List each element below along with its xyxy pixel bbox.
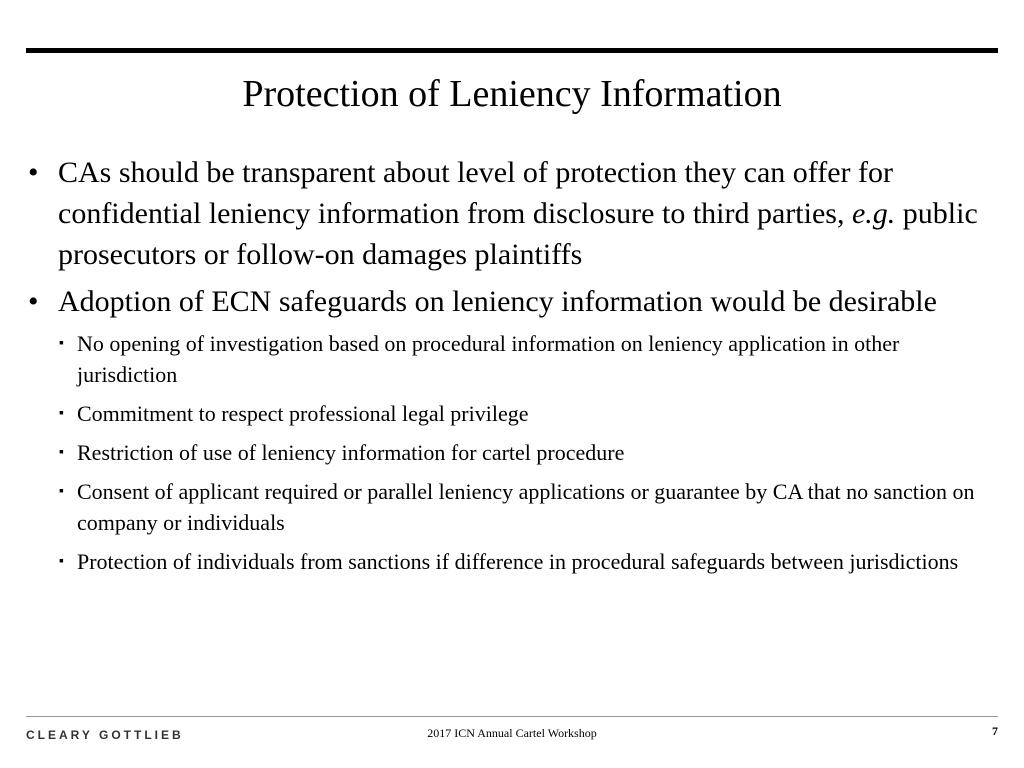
sub-bullet-item (26, 437, 1001, 468)
sub-bullet-item (26, 398, 1001, 429)
bullet-text: CAs should be transparent about level of protection they can offer for confidential leniency information from disclosure to third parties, e.g. public prosecutors or follow-on damages plaintiffs (58, 156, 978, 271)
sub-bullet-text: Consent of applicant required or parallel leniency applications or guarantee by CA that no sanction on company or individuals (77, 479, 975, 535)
square-bullet-icon: ▪ (59, 336, 64, 351)
sub-bullet-item (26, 328, 1001, 390)
bullet-icon: • (28, 156, 39, 189)
sub-bullet-text: Commitment to respect professional legal privilege (77, 401, 529, 426)
sub-bullet-text: No opening of investigation based on procedural information on leniency application in other jurisdiction (77, 331, 900, 387)
page-number: 7 (992, 724, 998, 738)
bullet-text: Adoption of ECN safeguards on leniency information would be desirable (58, 285, 937, 318)
bullet-icon: • (28, 285, 39, 318)
company-logo: CLEARY GOTTLIEB (26, 728, 184, 742)
sub-bullet-list (26, 328, 1001, 577)
sub-bullet-text: Restriction of use of leniency information for cartel procedure (77, 440, 625, 465)
bullet-list (26, 152, 1001, 585)
square-bullet-icon: ▪ (59, 554, 64, 569)
sub-bullet-text: Protection of individuals from sanctions if difference in procedural safeguards between jurisdictions (77, 549, 959, 574)
sub-bullet-item (26, 546, 1001, 577)
top-rule (26, 48, 998, 53)
slide-title: Protection of Leniency Information (242, 73, 782, 115)
sub-bullet-item (26, 476, 1001, 538)
footer-event: 2017 ICN Annual Cartel Workshop (427, 726, 597, 740)
square-bullet-icon: ▪ (59, 445, 64, 460)
bullet-item (26, 281, 1001, 322)
bullet-item (26, 152, 1001, 275)
square-bullet-icon: ▪ (59, 484, 64, 499)
footer-rule (26, 716, 998, 717)
square-bullet-icon: ▪ (59, 406, 64, 421)
